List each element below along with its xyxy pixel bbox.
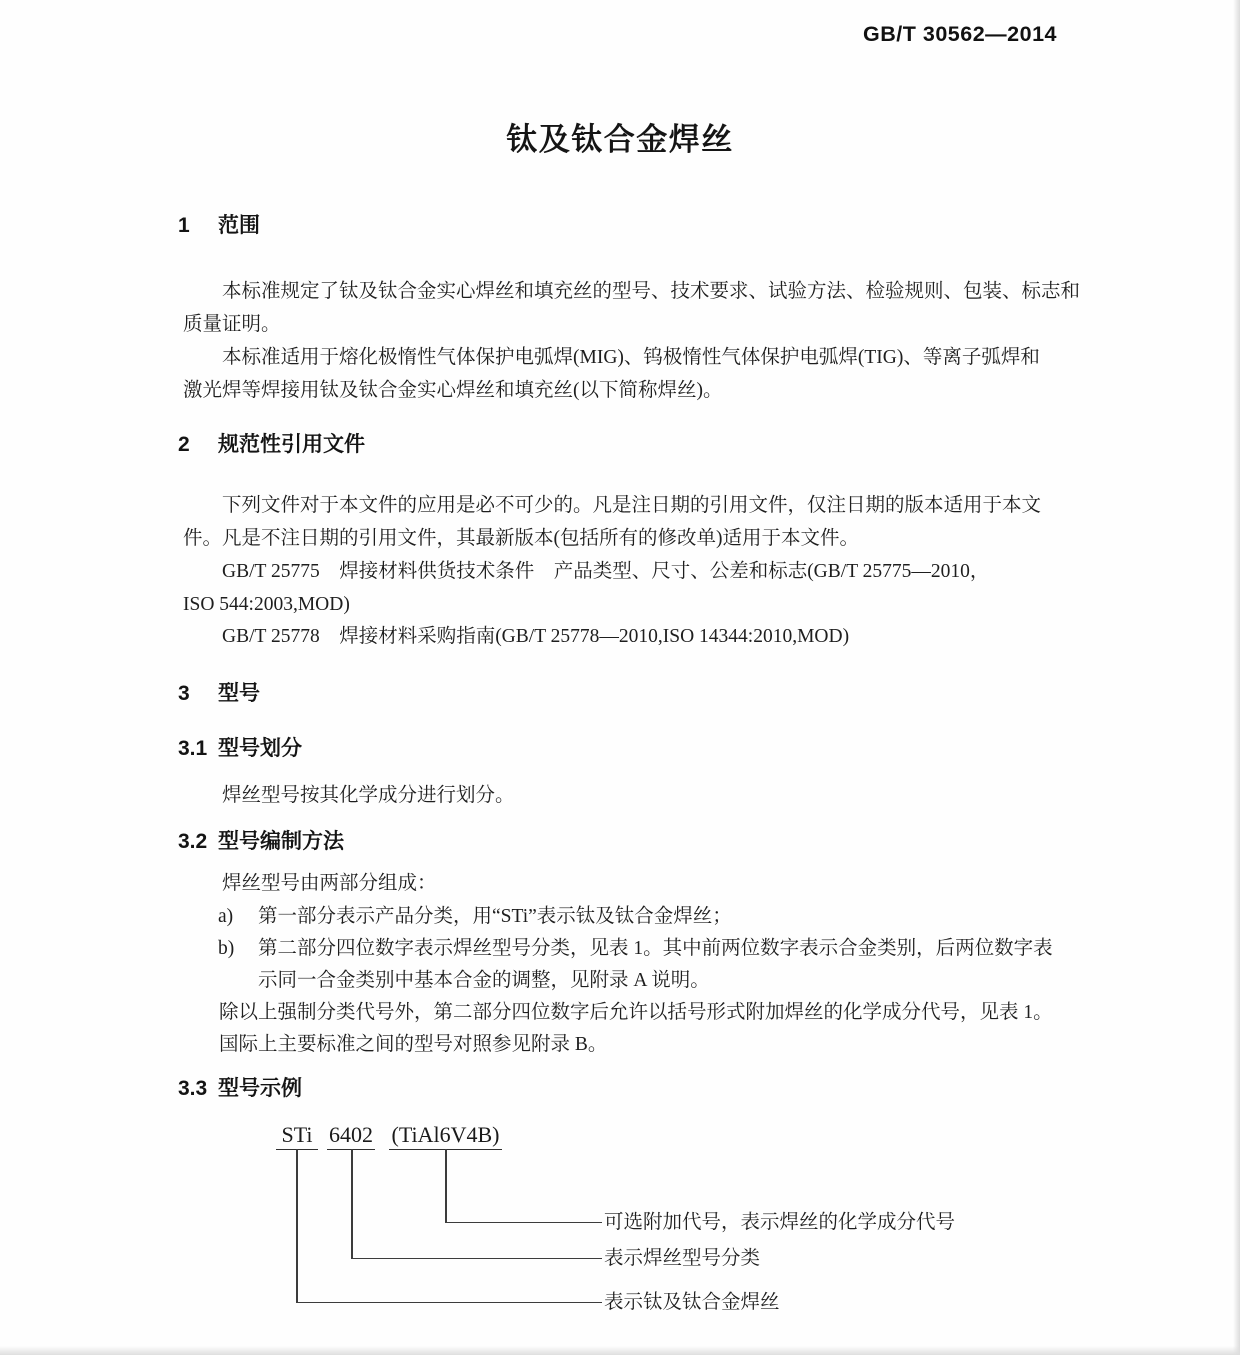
section-number: 3.3 bbox=[178, 1077, 208, 1100]
example-code-part3: (TiAl6V4B) bbox=[389, 1122, 502, 1150]
list-item-a bbox=[218, 905, 732, 928]
scan-edge-shadow-right bbox=[1233, 0, 1240, 1355]
section-3-heading bbox=[178, 682, 260, 706]
paragraph-line: 除以上强制分类代号外，第二部分四位数字后允许以括号形式附加焊丝的化学成分代号，见表 1。 bbox=[219, 1002, 1053, 1023]
paragraph-line: 焊丝型号按其化学成分进行划分。 bbox=[222, 785, 515, 806]
diagram-label-part2: 表示焊丝型号分类 bbox=[604, 1248, 761, 1269]
section-title: 规范性引用文件 bbox=[218, 433, 365, 456]
section-2-heading bbox=[178, 433, 365, 457]
diagram-line-horizontal-part1 bbox=[296, 1302, 602, 1304]
diagram-line-horizontal-part3 bbox=[445, 1222, 602, 1224]
list-item-b-continuation: 示同一合金类别中基本合金的调整，见附录 A 说明。 bbox=[258, 970, 710, 991]
list-text: 第二部分四位数字表示焊丝型号分类，见表 1。其中前两位数字表示合金类别，后两位数字表 bbox=[258, 938, 1053, 959]
diagram-label-part1: 表示钛及钛合金焊丝 bbox=[604, 1292, 780, 1313]
diagram-line-vertical-part1 bbox=[296, 1149, 298, 1303]
reference-line: GB/T 25778 焊接材料采购指南(GB/T 25778—2010,ISO 14344:2010,MOD) bbox=[222, 626, 850, 647]
section-title: 型号示例 bbox=[218, 1077, 302, 1100]
section-number: 3 bbox=[178, 682, 190, 705]
list-marker: b) bbox=[218, 938, 235, 959]
document-title: 钛及钛合金焊丝 bbox=[506, 122, 734, 157]
section-1-heading bbox=[178, 214, 260, 238]
section-number: 2 bbox=[178, 433, 190, 456]
section-3-2-heading bbox=[178, 830, 344, 854]
paragraph-line: 本标准适用于熔化极惰性气体保护电弧焊(MIG)、钨极惰性气体保护电弧焊(TIG)、等离子弧焊和 bbox=[222, 347, 1040, 368]
diagram-line-vertical-part3 bbox=[445, 1149, 447, 1223]
example-code-part1: STi bbox=[276, 1122, 318, 1150]
paragraph-line: 件。凡是不注日期的引用文件，其最新版本(包括所有的修改单)适用于本文件。 bbox=[183, 528, 859, 549]
paragraph-line: 质量证明。 bbox=[183, 314, 281, 335]
section-title: 范围 bbox=[218, 214, 260, 237]
reference-line: GB/T 25775 焊接材料供货技术条件 产品类型、尺寸、公差和标志(GB/T 25775—2010， bbox=[222, 561, 990, 582]
paragraph-line: 本标准规定了钛及钛合金实心焊丝和填充丝的型号、技术要求、试验方法、检验规则、包装、标志和 bbox=[222, 281, 1081, 302]
reference-line: ISO 544:2003,MOD) bbox=[183, 594, 350, 615]
section-number: 1 bbox=[178, 214, 190, 237]
paragraph-line: 国际上主要标准之间的型号对照参见附录 B。 bbox=[219, 1034, 608, 1055]
list-text: 第一部分表示产品分类，用“STi”表示钛及钛合金焊丝； bbox=[258, 906, 732, 927]
section-number: 3.1 bbox=[178, 737, 208, 760]
paragraph-line: 激光焊等焊接用钛及钛合金实心焊丝和填充丝(以下简称焊丝)。 bbox=[183, 380, 723, 401]
paragraph-line: 焊丝型号由两部分组成： bbox=[222, 873, 437, 894]
example-code-part2: 6402 bbox=[327, 1122, 375, 1150]
section-number: 3.2 bbox=[178, 830, 208, 853]
scan-edge-shadow-bottom bbox=[0, 1346, 1240, 1355]
list-item-b bbox=[218, 937, 1053, 960]
section-title: 型号划分 bbox=[218, 737, 302, 760]
list-marker: a) bbox=[218, 906, 234, 927]
paragraph-line: 下列文件对于本文件的应用是必不可少的。凡是注日期的引用文件，仅注日期的版本适用于本文 bbox=[222, 495, 1042, 516]
standard-number: GB/T 30562—2014 bbox=[863, 22, 1057, 46]
diagram-line-horizontal-part2 bbox=[351, 1258, 602, 1260]
section-title: 型号编制方法 bbox=[218, 830, 344, 853]
section-3-3-heading bbox=[178, 1077, 302, 1101]
section-title: 型号 bbox=[218, 682, 260, 705]
diagram-label-part3: 可选附加代号，表示焊丝的化学成分代号 bbox=[604, 1212, 956, 1233]
diagram-line-vertical-part2 bbox=[351, 1149, 353, 1259]
section-3-1-heading bbox=[178, 737, 302, 761]
